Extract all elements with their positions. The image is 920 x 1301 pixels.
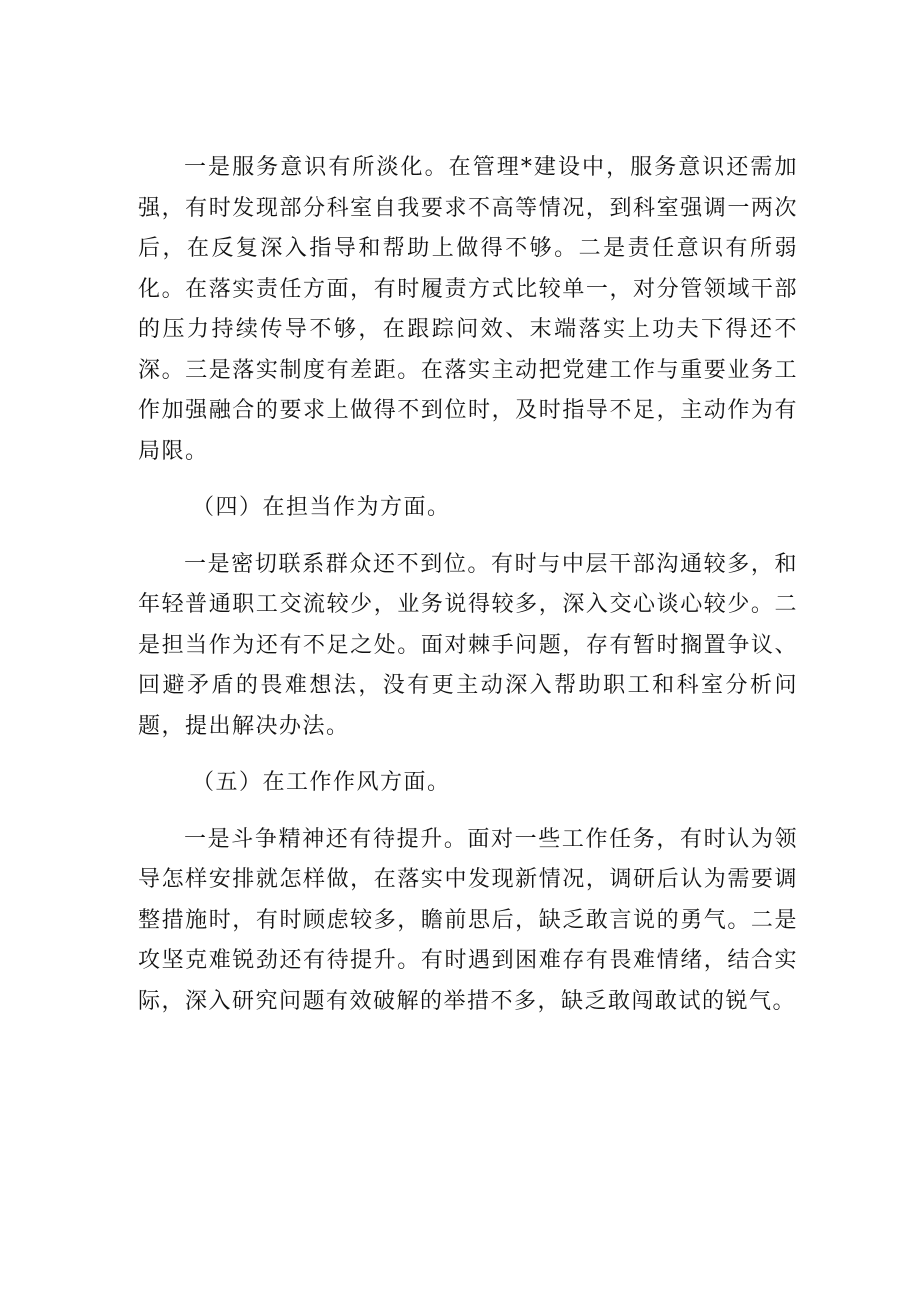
paragraph-work-style: 一是斗争精神还有待提升。面对一些工作任务，有时认为领导怎样安排就怎样做，在落实中发现新情况，调研后认为需要调整措施时，有时顾虑较多，瞻前思后，缺乏敢言说的勇气。二是攻坚克难锐劲还有待提升。有时遇到困难存有畏难情绪，结合实际，深入研究问题有效破解的举措不多，缺乏敢闯敢试的锐气。 (138, 826, 798, 1014)
paragraph-service-responsibility: 一是服务意识有所淡化。在管理*建设中，服务意识还需加强，有时发现部分科室自我要求不高等情况，到科室强调一两次后，在反复深入指导和帮助上做得不够。二是责任意识有所弱化。在落实责任方面，有时履责方式比较单一，对分管领域干部的压力持续传导不够，在跟踪问效、末端落实上功夫下得还不深。三是落实制度有差距。在落实主动把党建工作与重要业务工作加强融合的要求上做得不到位时，及时指导不足，主动作为有局限。 (138, 155, 798, 464)
section-heading-5: （五）在工作作风方面。 (192, 770, 451, 795)
section-heading-4: （四）在担当作为方面。 (192, 495, 451, 520)
paragraph-responsibility-action: 一是密切联系群众还不到位。有时与中层干部沟通较多，和年轻普通职工交流较少，业务说得较多，深入交心谈心较少。二是担当作为还有不足之处。面对棘手问题，存有暂时搁置争议、回避矛盾的畏难想法，没有更主动深入帮助职工和科室分析问题，提出解决办法。 (138, 551, 798, 739)
document-body (138, 148, 798, 1038)
